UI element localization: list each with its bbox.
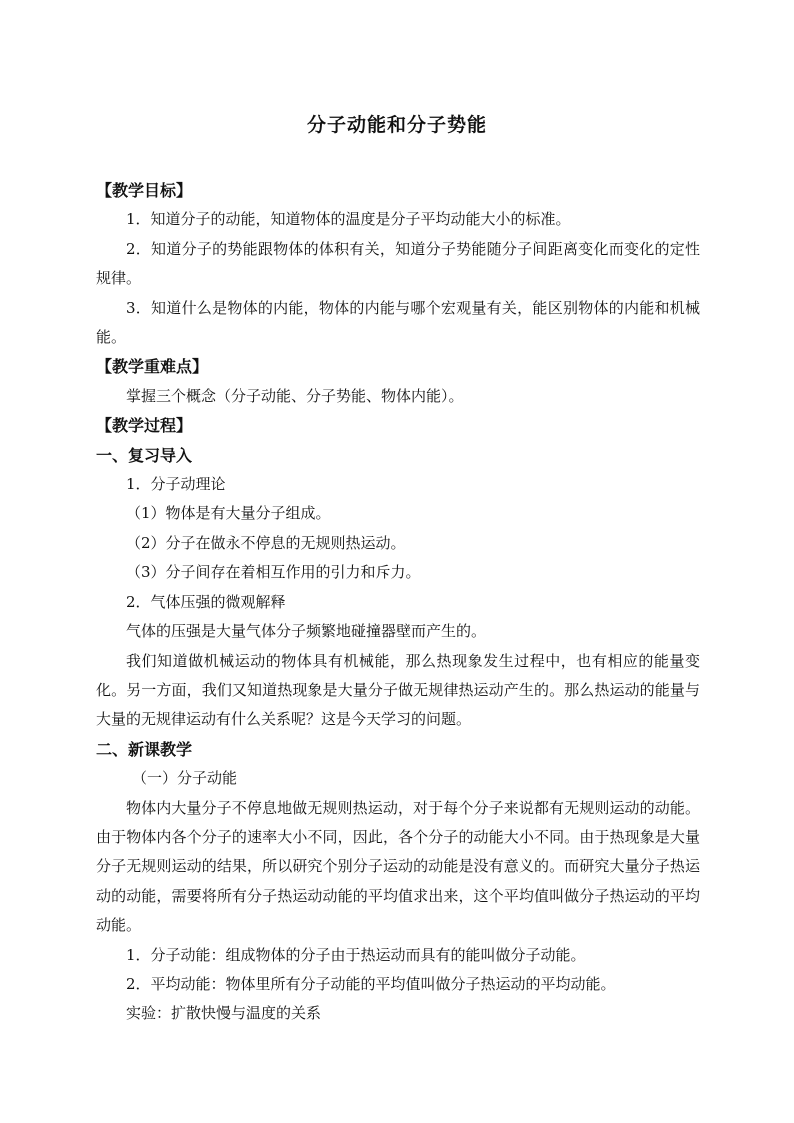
review-subitem: （3）分子间存在着相互作用的引力和斥力。 — [126, 563, 421, 582]
experiment-line: 实验：扩散快慢与温度的关系 — [126, 1004, 322, 1023]
new-lesson-heading: 二、新课教学 — [96, 739, 193, 759]
review-heading: 一、复习导入 — [96, 445, 193, 465]
new-lesson-paragraph: 物体内大量分子不停息地做无规则热运动，对于每个分子来说都有无规则运动的动能。由于物体内各个分子的速率大小不同，因此，各个分子的动能大小不同。由于热现象是大量分子无规则运动的结果，所以研究个别分子运动的动能是没有意义的。而研究大量分子热运动的动能，需要将所有分子热运动动能的平均值求出来，这个平均值叫做分子热运动的平均动能。 — [96, 798, 700, 935]
key-points-heading: 【教学重难点】 — [96, 357, 209, 377]
key-points-text: 掌握三个概念（分子动能、分子势能、物体内能）。 — [126, 386, 464, 405]
objective-item: 3．知道什么是物体的内能，物体的内能与哪个宏观量有关，能区别物体的内能和机械能。 — [96, 298, 700, 347]
objective-item: 2．知道分子的势能跟物体的体积有关，知道分子势能随分子间距离变化而变化的定性规律。 — [96, 239, 700, 288]
review-item-text: 气体的压强是大量气体分子频繁地碰撞器壁而产生的。 — [126, 622, 487, 641]
review-item: 1．分子动理论 — [126, 475, 226, 494]
review-subitem: （1）物体是有大量分子组成。 — [126, 504, 331, 523]
subsection-title: （一）分子动能 — [132, 769, 238, 788]
process-heading: 【教学过程】 — [96, 416, 193, 436]
page-title: 分子动能和分子势能 — [306, 114, 487, 136]
objectives-heading: 【教学目标】 — [96, 181, 193, 200]
definition-item: 1．分子动能：组成物体的分子由于热运动而具有的能叫做分子动能。 — [126, 945, 586, 964]
review-item: 2．气体压强的微观解释 — [126, 592, 286, 611]
objective-item: 1．知道分子的动能，知道物体的温度是分子平均动能大小的标准。 — [126, 210, 571, 229]
review-subitem: （2）分子在做永不停息的无规则热运动。 — [126, 533, 406, 552]
document-body — [96, 176, 700, 1029]
definition-item: 2．平均动能：物体里所有分子动能的平均值叫做分子热运动的平均动能。 — [126, 974, 616, 993]
review-paragraph: 我们知道做机械运动的物体具有机械能，那么热现象发生过程中，也有相应的能量变化。另一方面，我们又知道热现象是大量分子做无规律热运动产生的。那么热运动的能量与大量的无规律运动有什么关系呢？这是今天学习的问题。 — [96, 651, 700, 729]
